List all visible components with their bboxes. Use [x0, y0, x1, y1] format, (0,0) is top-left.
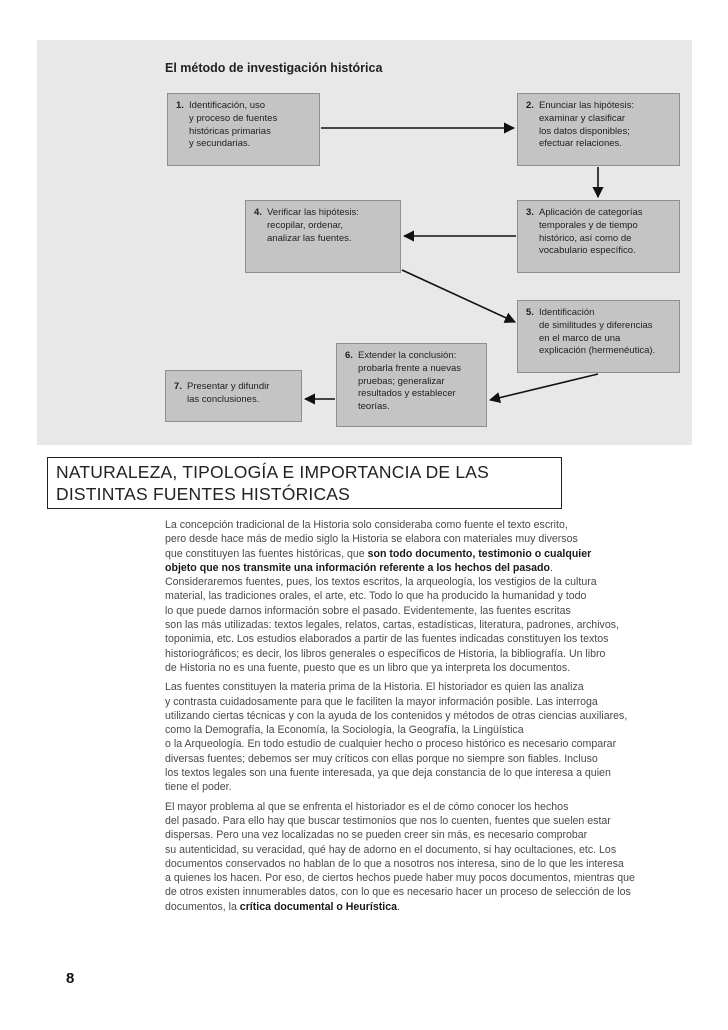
step-text: Enunciar las hipótesis: examinar y clasificar los datos disponibles; efectuar relaciones. [539, 100, 635, 150]
diagram-title: El método de investigación histórica [165, 61, 383, 75]
text-line: Consideraremos fuentes, pues, los textos escritos, la arqueología, los vestigios de la cultura [165, 576, 597, 589]
text-line: de otros existen innumerables datos, con lo que es necesario hacer un proceso de selección de los [165, 886, 631, 899]
text-run: documentos, la [165, 900, 240, 913]
step-number: 2. [526, 100, 534, 111]
text-line: material, las tradiciones orales, el arte, etc. Todo lo que ha producido la humanidad y todo [165, 590, 587, 603]
step-number: 5. [526, 307, 534, 318]
text-line: y contrasta cuidadosamente para que le faciliten la mayor información posible. Las interroga [165, 695, 598, 708]
text-line: los textos legales son una fuente interesada, ya que deja constancia de lo que interesa a quien [165, 767, 611, 780]
paragraph [165, 800, 695, 914]
text-run: que constituyen las fuentes históricas, que [165, 547, 368, 560]
text-line: como la Demografía, la Economía, la Sociología, la Geografía, la Lingüística [165, 724, 524, 737]
step-number: 1. [176, 100, 184, 111]
body-text [165, 518, 695, 919]
text-line: a quienes los hacen. Por eso, de ciertos hechos puede haber muy pocos documentos, mientras que [165, 872, 635, 885]
section-heading: NATURALEZA, TIPOLOGÍA E IMPORTANCIA DE LAS DISTINTAS FUENTES HISTÓRICAS [47, 457, 562, 509]
bold-text: son todo documento, testimonio o cualquier [367, 547, 592, 560]
text-line: dispersas. Pero una vez localizadas no se pueden creer sin más, es necesario comprobar [165, 829, 588, 842]
step-6-box [336, 343, 487, 427]
text-line: o la Arqueología. En todo estudio de cualquier hecho o proceso histórico es necesario comparar [165, 738, 617, 751]
step-2-box [517, 93, 680, 166]
step-5-box [517, 300, 680, 373]
step-text: Extender la conclusión: probarla frente a nuevas pruebas; generalizar resultados y establecer teorías. [358, 350, 461, 413]
bold-text: crítica documental o Heurística [239, 900, 397, 913]
text-line: toponimia, etc. Los estudios elaborados a partir de las fuentes indicadas constituyen los textos [165, 633, 609, 646]
text-line: de Historia no es una fuente, puesto que es un libro que ya interpreta los documentos. [165, 661, 571, 674]
step-number: 4. [254, 207, 262, 218]
step-text: Verificar las hipótesis: recopilar, ordenar, analizar las fuentes. [267, 207, 359, 244]
step-number: 3. [526, 207, 534, 218]
bold-text: objeto que nos transmite una información referente a los hechos del pasado [165, 561, 550, 574]
step-1-box [167, 93, 320, 166]
text-line: tiene el poder. [165, 781, 232, 794]
text-line: son las más utilizadas: textos legales, relatos, cartas, estadísticas, literatura, padrones, archivos, [165, 619, 619, 632]
text-line [165, 900, 695, 914]
step-text: Presentar y difundir las conclusiones. [187, 381, 270, 405]
text-line [165, 561, 695, 575]
text-line: utilizando ciertas técnicas y con la ayuda de los contenidos y métodos de otras ciencias auxiliares, [165, 709, 628, 722]
text-line: historiográficos; es decir, los libros generales o específicos de Historia, la bibliografía. Un libro [165, 647, 606, 660]
text-line: diversas fuentes; debemos ser muy críticos con ellas porque no siempre son fiables. Incluso [165, 752, 598, 765]
step-7-box [165, 370, 302, 422]
text-line: La concepción tradicional de la Historia solo consideraba como fuente el texto escrito, [165, 519, 568, 531]
text-line: documentos conservados no hablan de lo que a nosotros nos interesa, sino de lo que les interesa [165, 857, 624, 870]
text-line: Las fuentes constituyen la materia prima de la Historia. El historiador es quien las analiza [165, 681, 584, 694]
step-3-box [517, 200, 680, 273]
step-number: 7. [174, 381, 182, 392]
text-line: lo que puede darnos información sobre el pasado. Evidentemente, las fuentes escritas [165, 604, 571, 617]
step-text: Identificación de similitudes y diferencias en el marco de una explicación (hermenéutica). [539, 307, 656, 357]
step-4-box [245, 200, 401, 273]
step-number: 6. [345, 350, 353, 361]
paragraph [165, 518, 695, 675]
text-line [165, 547, 695, 561]
text-line: El mayor problema al que se enfrenta el historiador es el de cómo conocer los hechos [165, 800, 569, 813]
page-number: 8 [66, 970, 75, 987]
step-text: Aplicación de categorías temporales y de tiempo histórico, así como de vocabulario específico. [539, 207, 643, 257]
text-run: . [550, 561, 553, 574]
paragraph [165, 680, 695, 794]
text-line: pero desde hace más de medio siglo la Historia se elabora con materiales muy diversos [165, 533, 578, 546]
text-line: su autenticidad, su veracidad, qué hay de adorno en el documento, si hay ocultaciones, etc. Los [165, 843, 617, 856]
text-run: . [397, 900, 400, 913]
step-text: Identificación, uso y proceso de fuentes históricas primarias y secundarias. [189, 100, 278, 150]
text-line: del pasado. Para ello hay que buscar testimonios que nos lo cuenten, fuentes que suelen estar [165, 814, 611, 827]
